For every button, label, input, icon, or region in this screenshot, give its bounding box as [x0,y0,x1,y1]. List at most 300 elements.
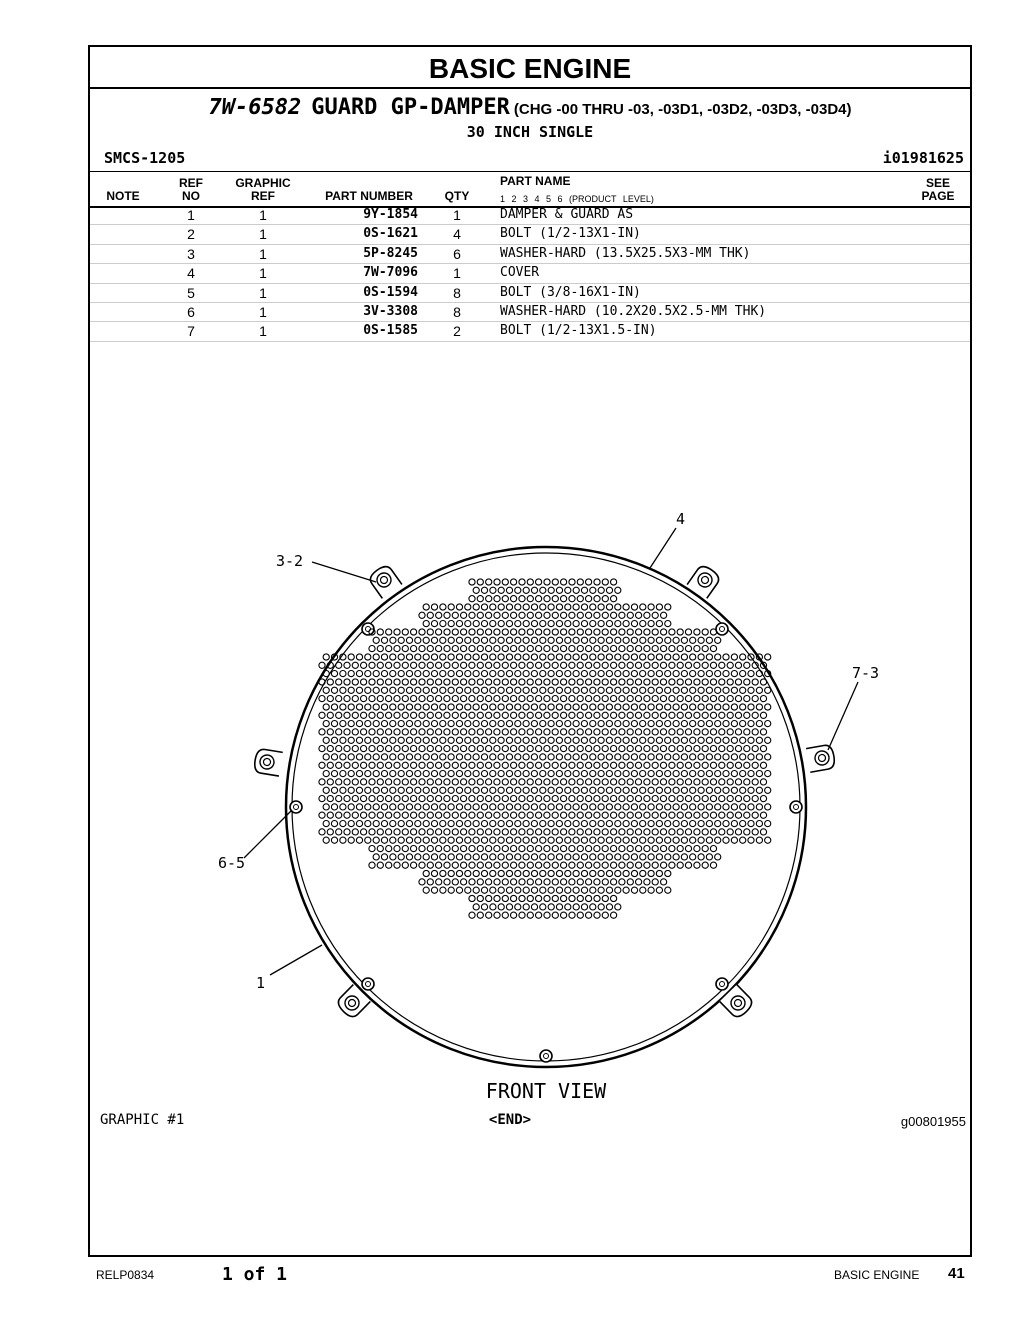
perforation-hole [456,787,462,793]
perforation-hole [665,771,671,777]
perforation-hole [523,837,529,843]
perforation-hole [436,829,442,835]
perforation-hole [656,821,662,827]
perforation-hole [565,604,571,610]
perforation-hole [581,737,587,743]
perforation-hole [581,887,587,893]
perforation-hole [635,779,641,785]
perforation-hole [715,837,721,843]
perforation-hole [644,646,650,652]
perforation-hole [427,829,433,835]
perforation-hole [669,729,675,735]
perforation-hole [402,712,408,718]
perforation-hole [527,862,533,868]
perforation-hole [631,804,637,810]
perforation-hole [510,612,516,618]
perforation-hole [590,654,596,660]
perforation-hole [510,895,516,901]
perforation-hole [561,746,567,752]
perforation-hole [461,879,467,885]
perforation-hole [627,829,633,835]
perforation-hole [523,870,529,876]
leader-3-2 [312,562,376,582]
perforation-hole [540,870,546,876]
perforation-hole [540,654,546,660]
perforation-hole [319,679,325,685]
perforation-hole [390,637,396,643]
perforation-hole [373,671,379,677]
perforation-hole [531,671,537,677]
perforation-hole [706,821,712,827]
perforation-hole [552,895,558,901]
perforation-hole [536,712,542,718]
perforation-hole [419,762,425,768]
perforation-hole [623,804,629,810]
perforation-hole [552,629,558,635]
perforation-hole [419,862,425,868]
perforation-hole [427,679,433,685]
perforation-hole [694,679,700,685]
perforation-hole [510,746,516,752]
perforation-hole [452,696,458,702]
perforation-hole [531,904,537,910]
change-range: (CHG -00 THRU -03, -03D1, -03D2, -03D3, -03D4) [513,101,852,118]
perforation-hole [540,854,546,860]
perforation-hole [444,879,450,885]
perforation-hole [561,729,567,735]
perforation-hole [673,787,679,793]
perforation-hole [590,870,596,876]
perforation-hole [727,679,733,685]
perforation-hole [444,662,450,668]
perforation-hole [748,787,754,793]
perforation-hole [606,854,612,860]
perforation-hole [527,696,533,702]
perforation-hole [552,662,558,668]
perforation-hole [477,662,483,668]
perforation-hole [498,587,504,593]
perforation-hole [440,721,446,727]
perforation-hole [756,787,762,793]
perforation-hole [627,762,633,768]
perforation-hole [415,704,421,710]
perforation-hole [440,787,446,793]
perforation-hole [473,671,479,677]
perforation-hole [402,696,408,702]
perforation-hole [377,762,383,768]
perforation-hole [710,846,716,852]
perforation-hole [461,679,467,685]
perforation-hole [636,846,642,852]
perforation-hole [390,654,396,660]
perforation-hole [498,671,504,677]
perforation-hole [531,771,537,777]
perforation-hole [498,737,504,743]
perforation-hole [715,854,721,860]
perforation-hole [369,862,375,868]
perforation-hole [473,621,479,627]
perforation-hole [631,821,637,827]
perforation-hole [694,779,700,785]
perforation-hole [465,754,471,760]
perforation-hole [598,804,604,810]
perforation-hole [765,771,771,777]
perforation-hole [690,854,696,860]
perforation-hole [365,687,371,693]
perforation-hole [344,796,350,802]
perforation-hole [731,754,737,760]
perforation-hole [706,704,712,710]
perforation-hole [740,771,746,777]
perforation-hole [577,579,583,585]
graphic-ref: 1 [259,226,267,243]
perforation-hole [440,737,446,743]
perforation-hole [644,746,650,752]
perforation-hole [710,729,716,735]
perforation-hole [456,687,462,693]
perforation-hole [398,671,404,677]
perforation-hole [473,854,479,860]
perforation-hole [436,712,442,718]
perforation-hole [635,679,641,685]
perforation-hole [765,654,771,660]
perforation-hole [336,779,342,785]
perforation-hole [615,870,621,876]
graphic-ref: 1 [259,207,267,223]
col-graphic-header-top: GRAPHIC [235,176,291,190]
perforation-hole [577,729,583,735]
perforation-hole [352,812,358,818]
perforation-hole [573,637,579,643]
perforation-hole [386,729,392,735]
perforation-hole [569,612,575,618]
perforation-hole [586,696,592,702]
perforation-hole [615,704,621,710]
perforation-hole [452,729,458,735]
perforation-hole [436,729,442,735]
qty: 1 [453,265,461,282]
perforation-hole [594,746,600,752]
perforation-hole [523,787,529,793]
perforation-hole [465,621,471,627]
perforation-hole [448,854,454,860]
perforation-hole [594,829,600,835]
perforation-hole [494,912,500,918]
perforation-hole [611,862,617,868]
perforation-hole [527,712,533,718]
part-name: WASHER-HARD (10.2X20.5X2.5-MM THK) [500,303,767,319]
part-name: BOLT (1/2-13X1.5-IN) [500,323,657,339]
perforation-hole [611,662,617,668]
perforation-hole [406,837,412,843]
perforation-hole [436,629,442,635]
perforation-hole [723,837,729,843]
perforation-hole [652,746,658,752]
perforation-hole [598,771,604,777]
perforation-hole [461,846,467,852]
perforation-hole [577,746,583,752]
perforation-hole [494,629,500,635]
perforation-hole [619,879,625,885]
perforation-hole [406,771,412,777]
perforation-hole [377,846,383,852]
perforation-hole [623,771,629,777]
perforation-hole [527,796,533,802]
perforation-hole [656,787,662,793]
perforation-hole [615,887,621,893]
bolt-hole [290,801,302,813]
perforation-hole [398,821,404,827]
perforation-hole [465,854,471,860]
perforation-hole [394,762,400,768]
perforation-hole [448,821,454,827]
perforation-hole [544,846,550,852]
perforation-hole [744,662,750,668]
perforation-hole [448,787,454,793]
perforation-hole [323,787,329,793]
perforation-hole [723,787,729,793]
perforation-hole [452,812,458,818]
perforation-hole [431,754,437,760]
perforation-hole [523,737,529,743]
perforation-hole [440,870,446,876]
perforation-hole [631,637,637,643]
perforation-hole [702,712,708,718]
perforation-hole [644,829,650,835]
perforation-hole [565,771,571,777]
perforation-hole [685,679,691,685]
perforation-hole [369,846,375,852]
perforation-hole [494,579,500,585]
perforation-hole [615,754,621,760]
qty: 6 [453,245,461,262]
perforation-hole [436,846,442,852]
perforation-hole [319,829,325,835]
perforation-hole [573,654,579,660]
perforation-hole [573,721,579,727]
perforation-hole [490,737,496,743]
perforation-hole [740,704,746,710]
perforation-hole [702,779,708,785]
perforation-hole [710,829,716,835]
perforation-hole [498,721,504,727]
perforation-hole [627,879,633,885]
perforation-hole [669,646,675,652]
perforation-hole [498,821,504,827]
perforation-hole [448,870,454,876]
perforation-hole [415,804,421,810]
perforation-hole [377,812,383,818]
perforation-hole [390,821,396,827]
perforation-hole [569,712,575,718]
perforation-hole [465,687,471,693]
perforation-hole [402,846,408,852]
perforation-hole [331,837,337,843]
perforation-hole [473,654,479,660]
perforation-hole [623,787,629,793]
perforation-hole [652,779,658,785]
col-ref-header-bottom: NO [182,189,200,203]
perforation-hole [436,762,442,768]
perforation-hole [369,679,375,685]
perforation-hole [727,762,733,768]
perforation-hole [481,654,487,660]
perforation-hole [594,912,600,918]
perforation-hole [598,604,604,610]
perforation-hole [365,671,371,677]
perforation-hole [590,804,596,810]
perforation-hole [590,771,596,777]
perforation-hole [615,604,621,610]
perforation-hole [615,671,621,677]
perforation-hole [619,712,625,718]
footer-doc-id: RELP0834 [96,1268,155,1282]
perforation-hole [369,662,375,668]
perforation-hole [611,729,617,735]
perforation-hole [694,746,700,752]
perforation-hole [677,696,683,702]
perforation-hole [765,737,771,743]
perforation-hole [348,804,354,810]
perforation-hole [523,671,529,677]
perforation-hole [344,829,350,835]
perforation-hole [644,729,650,735]
perforation-hole [640,687,646,693]
perforation-hole [477,629,483,635]
perforation-hole [606,804,612,810]
perforation-hole [735,779,741,785]
perforation-hole [644,812,650,818]
perforation-hole [469,812,475,818]
perforation-hole [510,912,516,918]
perforation-hole [640,637,646,643]
perforation-hole [473,737,479,743]
perforation-hole [677,712,683,718]
perforation-hole [402,812,408,818]
perforation-hole [531,821,537,827]
perforation-hole [402,629,408,635]
perforation-hole [581,671,587,677]
graphic-ref: 1 [259,245,267,262]
perforation-hole [386,796,392,802]
perforation-hole [677,779,683,785]
perforation-hole [694,629,700,635]
perforation-hole [394,712,400,718]
ref-no: 4 [187,265,195,282]
perforation-hole [494,746,500,752]
perforation-hole [644,879,650,885]
perforation-hole [323,721,329,727]
perforation-hole [602,629,608,635]
perforation-hole [669,762,675,768]
perforation-hole [748,837,754,843]
perforation-hole [548,787,554,793]
perforation-hole [490,704,496,710]
perforation-hole [548,837,554,843]
perforation-hole [340,704,346,710]
perforation-hole [481,604,487,610]
perforation-hole [361,662,367,668]
perforation-hole [498,621,504,627]
perforation-hole [448,771,454,777]
perforation-hole [436,696,442,702]
perforation-hole [565,721,571,727]
perforation-hole [552,612,558,618]
perforation-hole [477,779,483,785]
perforation-hole [506,804,512,810]
perforation-hole [652,812,658,818]
perforation-hole [623,637,629,643]
perforation-hole [577,879,583,885]
perforation-hole [727,812,733,818]
perforation-hole [469,862,475,868]
perforation-hole [544,612,550,618]
perforation-hole [748,704,754,710]
perforation-hole [536,596,542,602]
perforation-hole [640,721,646,727]
perforation-hole [652,879,658,885]
perforation-hole [627,796,633,802]
perforation-hole [398,737,404,743]
perforation-hole [715,637,721,643]
callout-7-3: 7-3 [852,664,880,682]
perforation-hole [336,812,342,818]
perforation-hole [731,787,737,793]
perforation-hole [427,796,433,802]
perforation-hole [719,712,725,718]
perforation-hole [544,879,550,885]
perforation-hole [581,604,587,610]
perforation-hole [561,862,567,868]
perforation-hole [506,654,512,660]
perforation-hole [440,771,446,777]
perforation-hole [394,829,400,835]
perforation-hole [602,746,608,752]
perforation-hole [565,821,571,827]
perforation-hole [565,804,571,810]
perforation-hole [586,812,592,818]
perforation-hole [652,629,658,635]
perforation-hole [515,870,521,876]
perforation-hole [677,846,683,852]
perforation-hole [427,846,433,852]
perforation-hole [548,737,554,743]
perforation-hole [486,796,492,802]
perforation-hole [760,746,766,752]
perforation-hole [611,912,617,918]
perforation-hole [386,646,392,652]
perforation-hole [490,821,496,827]
perforation-hole [598,870,604,876]
perforation-hole [427,779,433,785]
perforation-hole [486,596,492,602]
part-number: 5P-8245 [363,245,418,261]
perforation-hole [494,829,500,835]
perforation-hole [698,854,704,860]
perforation-hole [636,862,642,868]
leader-lines [244,528,858,975]
perforation-hole [502,696,508,702]
perforation-hole [377,729,383,735]
perforation-hole [648,737,654,743]
perforation-hole [690,821,696,827]
perforation-hole [552,579,558,585]
perforation-hole [527,646,533,652]
perforation-hole [586,712,592,718]
perforation-hole [352,679,358,685]
perforation-hole [685,662,691,668]
perforation-hole [473,754,479,760]
